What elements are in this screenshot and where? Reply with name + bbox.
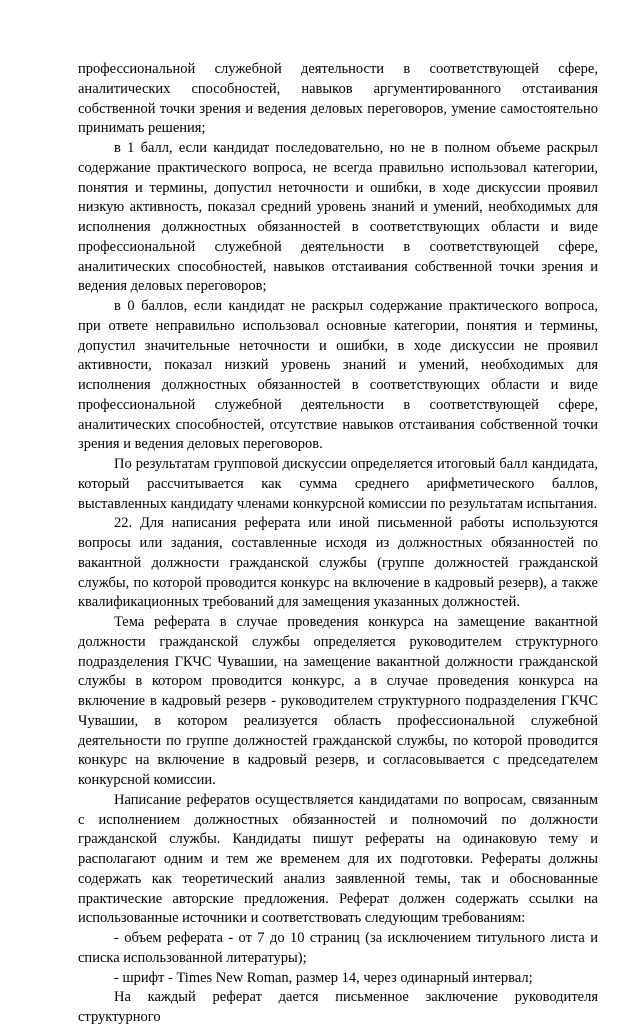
paragraph-item-22: 22. Для написания реферата или иной письменной работы используются вопросы или задания, составленные исходя из должностных обязанностей по вакантной должности гражданской службы (группе должностей гражданской службы, по которой проводится конкурс на включение в кадровый резерв), а также квалификационных требований для замещения указанных должностей. [78,515,598,611]
paragraph-essay-writing: Написание рефератов осуществляется кандидатами по вопросам, связанным с исполнением должностных обязанностей и полномочий по должности гражданской службы. Кандидаты пишут рефераты на одинаковую тему и располагают одним и тем же временем для их подготовки. Рефераты должны содержать как теоретический анализ заявленной темы, так и обоснованные практические авторские предложения. Реферат должен содержать ссылки на использованные источники и соответствовать следующим требованиям: [78,791,598,927]
paragraph-assessment-criteria-continuation: профессиональной служебной деятельности в соответствующей сфере, аналитических способностей, навыков аргументированного отстаивания собственной точки зрения и ведения деловых переговоров, умение самостоятельно принимать решения; [78,61,598,137]
list-item-essay-volume: - объем реферата - от 7 до 10 страниц (за исключением титульного листа и списка использованной литературы); [78,930,598,966]
list-item-font-requirement: - шрифт - Times New Roman, размер 14, через одинарный интервал; [114,969,533,986]
paragraph-essay-topic: Тема реферата в случае проведения конкурса на замещение вакантной должности гражданской службы определяется руководителем структурного подразделения ГКЧС Чувашии, на замещение вакантной должности гражданской службы в котором проводится конкурс, а в случае проведения конкурса на включение в кадровый резерв - руководителем структурного подразделения ГКЧС Чувашии, в котором реализуется область профессиональной служебной деятельности по группе должностей гражданской службы, по которой проводится конкурс на включение в кадровый резерв, и согласовывается с председателем конкурсной комиссии. [78,614,598,788]
paragraph-score-0: в 0 баллов, если кандидат не раскрыл содержание практического вопроса, при ответе неправильно использовал основные категории, понятия и термины, допустил значительные неточности и ошибки, в ходе дискуссии не проявил активности, показал низкий уровень знаний и умений, необходимых для исполнения должностных обязанностей в соответствующих области и виде профессиональной служебной деятельности в соответствующей сфере, аналитических способностей, отсутствие навыков отстаивания собственной точки зрения и ведения деловых переговоров. [78,298,598,453]
paragraph-written-conclusion: На каждый реферат дается письменное заключение руководителя структурного [78,989,598,1025]
paragraph-final-score: По результатам групповой дискуссии определяется итоговый балл кандидата, который рассчитывается как сумма среднего арифметического баллов, выставленных кандидату членами конкурсной комиссии по результатам испытания. [78,456,598,512]
document-page [78,60,598,1028]
paragraph-score-1: в 1 балл, если кандидат последовательно, но не в полном объеме раскрыл содержание практического вопроса, не всегда правильно использовал категории, понятия и термины, допустил неточности и ошибки, в ходе дискуссии проявил низкую активность, показал средний уровень знаний и умений, необходимых для исполнения должностных обязанностей в соответствующих области и виде профессиональной служебной деятельности в соответствующей сфере, аналитических способностей, навыков отстаивания собственной точки зрения и ведения деловых переговоров; [78,140,598,295]
